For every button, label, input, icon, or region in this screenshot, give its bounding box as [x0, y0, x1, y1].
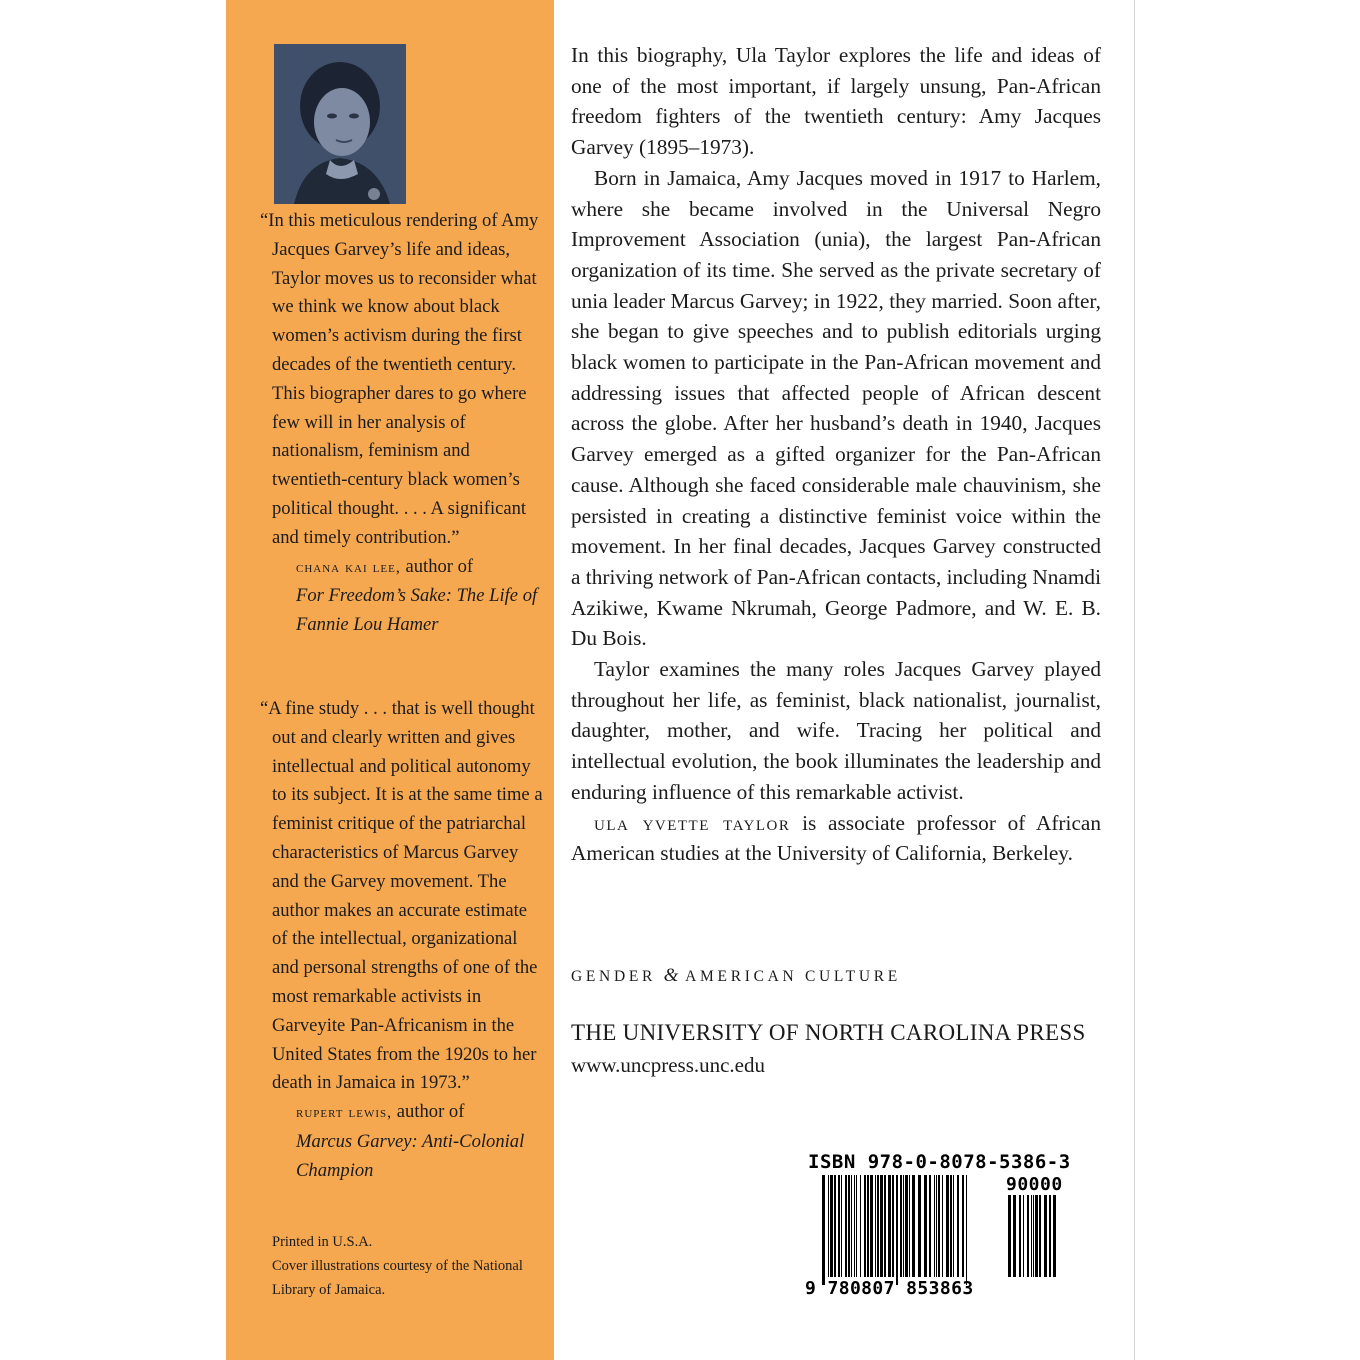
illustration-credit: Cover illustrations courtesy of the National Library of Jamaica. [272, 1258, 523, 1298]
barcode-bar [851, 1175, 852, 1277]
barcode-bar [1019, 1195, 1021, 1277]
author-bio [571, 808, 1101, 869]
description-paragraph-3: Taylor examines the many roles Jacques Garvey played throughout her life, as feminist, black nationalist, journalist, daughter, mother, and wife. Tracing her political and intellectual evolution, the book illuminates the leadership and enduring influence of this remarkable activist. [571, 657, 1101, 804]
barcode-bar [903, 1175, 904, 1277]
barcode-bar [848, 1175, 850, 1277]
barcode-bar [1053, 1195, 1056, 1277]
barcode-bar [953, 1175, 954, 1277]
barcode-bar [838, 1175, 840, 1277]
quote-attribution [260, 553, 545, 640]
barcode-bar [892, 1175, 894, 1277]
author-name: ula yvette taylor [594, 810, 791, 835]
barcode-bar [834, 1175, 836, 1277]
barcode-number: 9 780807 853863 [805, 1278, 974, 1299]
barcode-bar [905, 1175, 908, 1277]
quote-text: “A fine study . . . that is well thought out and clearly written and gives intellectual and political autonomy to its subject. It is at the same time a feminist critique of the patriarchal characteristics of Marcus Garvey and the Garvey movement. The author makes an accurate estimate of the intellectual, organizational and personal strengths of one of the most remarkable activists in Garveyite Pan-Africanism in the United States from the 1920s to her death in Jamaica in 1973.” [260, 698, 543, 1094]
barcode-bar [1008, 1195, 1011, 1277]
barcode-bar [1023, 1195, 1024, 1277]
barcode-bar [929, 1175, 931, 1277]
author-bio-text: is associate professor of African American studies at the University of California, Berkeley. [571, 810, 1101, 866]
barcode-bar [854, 1175, 855, 1277]
barcode-bar [888, 1175, 891, 1277]
reviewer-name: rupert lewis, [296, 1104, 393, 1122]
barcode-bar [822, 1175, 825, 1285]
barcode-bar [962, 1175, 964, 1277]
description-paragraph-2: Born in Jamaica, Amy Jacques moved in 1917 to Harlem, where she became involved in the Universal Negro Improvement Association (unia), the largest Pan-African organization of its time. She served as the private secretary of unia leader Marcus Garvey; in 1922, they married. Soon after, she began to give speeches and to publish editorials urging black women to participate in the Pan-African movement and addressing issues that affected people of African descent across the globe. After her husband’s death in 1940, Jacques Garvey emerged as a gifted organizer for the Pan-African cause. Although she faced considerable male chauvinism, she persisted in creating a distinctive feminist voice within the movement. In her final decades, Jacques Garvey constructed a thriving network of Pan-African contacts, including Nnamdi Azikiwe, Kwame Nkrumah, George Padmore, and W. E. B. Du Bois. [571, 165, 1101, 651]
barcode-bar [864, 1175, 866, 1277]
barcode-bar [909, 1175, 910, 1277]
barcode-bar [877, 1175, 879, 1277]
credits [272, 1230, 542, 1302]
barcode-bar [870, 1175, 873, 1277]
barcode-bar [1039, 1195, 1041, 1277]
barcode-bar [860, 1175, 861, 1277]
isbn-barcode [822, 1175, 970, 1285]
quote-text: “In this meticulous rendering of Amy Jacques Garvey’s life and ideas, Taylor moves us to reconsider what we think we know about black women’s activism during the first decades of the twentieth century. This biographer dares to go where few will in her analysis of nationalism, feminism and twentieth-century black women’s political thought. . . . A significant and timely contribution.” [260, 210, 539, 548]
publisher-name: THE UNIVERSITY OF NORTH CAROLINA PRESS [571, 1020, 1086, 1045]
barcode-bar [896, 1175, 898, 1285]
quote-attribution [260, 1098, 545, 1185]
reviewer-book-title: Marcus Garvey: Anti-Colonial Champion [296, 1130, 525, 1181]
isbn-label: ISBN 978-0-8078-5386-3 [808, 1151, 1071, 1173]
barcode-bar [880, 1175, 883, 1277]
barcode-bar [841, 1175, 842, 1277]
barcode-bar [867, 1175, 869, 1277]
author-portrait-photo [274, 44, 406, 204]
barcode-bar [924, 1175, 927, 1277]
barcode-bar [900, 1175, 902, 1277]
barcode-bar [1031, 1195, 1032, 1277]
series-right: AMERICAN CULTURE [685, 968, 901, 985]
barcode-bar [856, 1175, 857, 1277]
barcode-bar [1049, 1195, 1051, 1277]
barcode-bar [1035, 1195, 1038, 1277]
barcode-bar [942, 1175, 943, 1277]
review-quote-1 [260, 207, 545, 640]
barcode-bar [1027, 1195, 1029, 1277]
publisher-url[interactable]: www.uncpress.unc.edu [571, 1053, 766, 1077]
barcode-bar [1033, 1195, 1034, 1277]
barcode-bar [884, 1175, 886, 1277]
barcode-bar [918, 1175, 921, 1277]
price-supplement-label: 90000 [1006, 1174, 1063, 1195]
attribution-suffix: author of [392, 1101, 465, 1123]
portrait-image [274, 44, 406, 204]
barcode-bar [950, 1175, 952, 1277]
barcode-bar [830, 1175, 833, 1277]
barcode-bar [936, 1175, 937, 1277]
series-left: GENDER [571, 968, 657, 985]
barcode-bar [957, 1175, 959, 1277]
attribution-suffix: author of [400, 555, 474, 577]
barcode-bar [828, 1175, 829, 1277]
barcode-bar [912, 1175, 915, 1277]
description-paragraph-1: In this biography, Ula Taylor explores the life and ideas of one of the most important, if largely unsung, Pan-African freedom fighters of the twentieth century: Amy Jacques Garvey (1895–1973). [571, 43, 1101, 160]
printed-note: Printed in U.S.A. [272, 1234, 373, 1250]
barcode-bar [946, 1175, 949, 1277]
book-description [571, 40, 1101, 869]
review-quote-2 [260, 695, 545, 1186]
reviewer-book-title: For Freedom’s Sake: The Life of Fannie Lou Hamer [296, 585, 538, 636]
barcode-bar [875, 1175, 876, 1277]
reviewer-name: chana kai lee, [296, 558, 401, 576]
barcode-bar [966, 1175, 967, 1285]
barcode-bar [1013, 1195, 1016, 1277]
series-ampersand: & [663, 965, 679, 986]
barcode-bar [845, 1175, 847, 1277]
supplement-barcode [1008, 1195, 1058, 1285]
barcode-bar [938, 1175, 940, 1277]
series-name [571, 965, 901, 987]
barcode-bar [1044, 1195, 1047, 1277]
barcode-bar [934, 1175, 935, 1277]
